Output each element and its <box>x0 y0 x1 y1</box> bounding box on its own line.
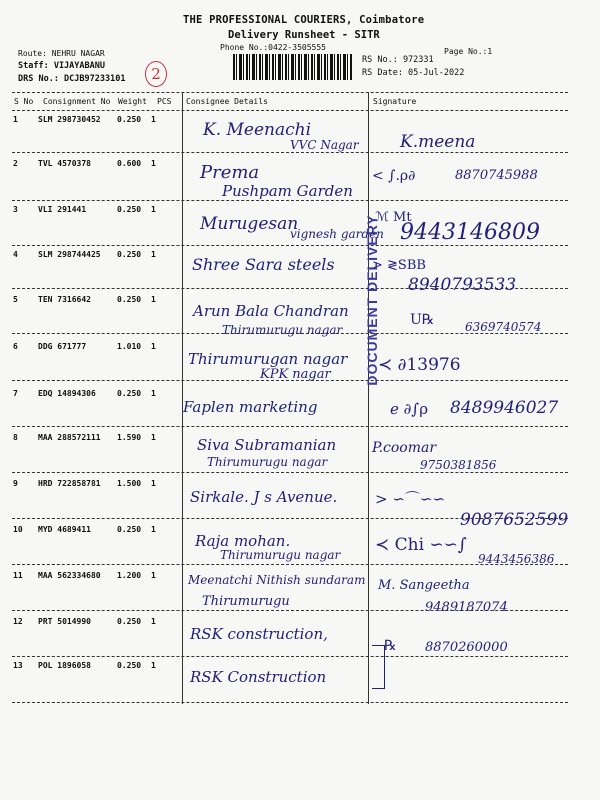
consignee-handwriting: Faplen marketing <box>183 398 318 416</box>
phone-handwriting: 8870745988 <box>455 168 538 183</box>
phone-handwriting: 8940793533 <box>408 275 517 295</box>
consignee-handwriting: Siva Subramanian <box>197 436 337 454</box>
bracket-mark <box>372 645 385 689</box>
phone-handwriting: 9087652599 <box>460 510 569 530</box>
row-pcs: 1 <box>151 159 156 168</box>
row-sno: 4 <box>13 250 18 259</box>
row-sno: 2 <box>13 159 18 168</box>
row-pcs: 1 <box>151 295 156 304</box>
signature-scribble-icon: > ∽⌒∽∽ <box>375 490 446 508</box>
signature-scribble-icon: ℞ <box>384 638 397 654</box>
row-consignment: POL 1896058 <box>38 661 91 670</box>
phone-handwriting: 9489187074 <box>425 600 508 615</box>
signature-handwriting: P.coomar <box>372 440 437 456</box>
consignee-handwriting: Sirkale. J s Avenue. <box>190 488 338 506</box>
consignee-address-handwriting: Pushpam Garden <box>222 182 353 200</box>
row-sno: 12 <box>13 617 23 626</box>
col-pcs: PCS <box>157 97 172 106</box>
row-rule <box>12 656 568 657</box>
consignee-address-handwriting: Thirumurugu <box>202 594 290 609</box>
phone-handwriting: 6369740574 <box>465 320 542 334</box>
row-rule <box>12 245 568 246</box>
consignee-handwriting: Shree Sara steels <box>192 255 335 274</box>
phone-handwriting: 8870260000 <box>425 640 508 655</box>
consignee-address-handwriting: Thirumurugu nagar <box>220 548 341 562</box>
row-consignment: PRT 5014990 <box>38 617 91 626</box>
col-sno: S No <box>14 97 34 106</box>
document-title: Delivery Runsheet - SITR <box>228 29 380 41</box>
consignee-handwriting: Meenatchi Nithish sundaram <box>188 573 366 587</box>
consignee-handwriting: Thirumurugan nagar <box>188 350 348 368</box>
row-pcs: 1 <box>151 525 156 534</box>
row-rule <box>12 472 568 473</box>
row-sno: 1 <box>13 115 18 124</box>
consignee-handwriting: Prema <box>200 162 260 183</box>
staff: Staff: VIJAYABANU <box>18 61 105 71</box>
row-pcs: 1 <box>151 250 156 259</box>
row-consignment: TEN 7316642 <box>38 295 91 304</box>
row-sno: 11 <box>13 571 23 580</box>
header-rule <box>12 110 568 111</box>
row-pcs: 1 <box>151 479 156 488</box>
consignee-handwriting: K. Meenachi <box>203 120 312 140</box>
rs-number: RS No.: 972331 <box>362 55 434 65</box>
row-rule <box>12 200 568 201</box>
row-weight: 1.590 <box>117 433 142 442</box>
phone-number: Phone No.:0422-3505555 <box>220 43 326 52</box>
row-pcs: 1 <box>151 617 156 626</box>
row-rule <box>12 152 568 153</box>
col-signature: Signature <box>373 97 417 106</box>
col-consignment: Consignment No <box>43 97 111 106</box>
row-pcs: 1 <box>151 433 156 442</box>
row-sno: 5 <box>13 295 18 304</box>
row-weight: 0.250 <box>117 389 142 398</box>
row-consignment: HRD 722858781 <box>38 479 101 488</box>
row-consignment: MAA 288572111 <box>38 433 101 442</box>
page-number: Page No.:1 <box>444 47 493 56</box>
barcode <box>233 54 353 80</box>
row-weight: 0.250 <box>117 205 142 214</box>
row-consignment: SLM 298744425 <box>38 250 101 259</box>
drs-number: DRS No.: DCJB97233101 <box>18 74 126 84</box>
table-top-rule <box>12 92 568 93</box>
row-sno: 8 <box>13 433 18 442</box>
col-consignee: Consignee Details <box>186 97 268 106</box>
col-weight: Weight <box>118 97 147 106</box>
phone-handwriting: 8489946027 <box>450 398 559 418</box>
row-weight: 0.250 <box>117 617 142 626</box>
signature-scribble-icon: ℯ ∂∫ρ <box>390 400 429 418</box>
consignee-address-handwriting: KPK nagar <box>260 367 331 382</box>
phone-handwriting: 9750381856 <box>420 458 497 472</box>
row-consignment: DDG 671777 <box>38 342 87 351</box>
row-consignment: MYD 4689411 <box>38 525 91 534</box>
row-sno: 13 <box>13 661 23 670</box>
signature-scribble-icon: U℞ <box>410 312 435 328</box>
row-sno: 7 <box>13 389 18 398</box>
signature-handwriting: K.meena <box>400 132 476 152</box>
row-consignment: MAA 562334680 <box>38 571 101 580</box>
row-weight: 0.250 <box>117 661 142 670</box>
company-name: THE PROFESSIONAL COURIERS, Coimbatore <box>183 14 425 26</box>
consignee-address-handwriting: VVC Nagar <box>290 138 359 152</box>
row-pcs: 1 <box>151 571 156 580</box>
consignee-address-handwriting: Thirumurugu nagar <box>222 323 343 337</box>
row-weight: 1.500 <box>117 479 142 488</box>
consignee-address-handwriting: vignesh garden <box>290 227 384 241</box>
row-consignment: TVL 4570378 <box>38 159 91 168</box>
signature-scribble-icon: ≺ ∂13976 <box>378 355 461 375</box>
consignee-handwriting: Arun Bala Chandran <box>193 302 349 320</box>
row-rule <box>12 426 568 427</box>
consignee-handwriting: Murugesan <box>200 214 299 234</box>
stamp-text: DOCUMENT DELIVERY <box>364 214 380 386</box>
row-consignment: EDQ 14894306 <box>38 389 96 398</box>
row-consignment: VLI 291441 <box>38 205 87 214</box>
row-sno: 6 <box>13 342 18 351</box>
rs-date: RS Date: 05-Jul-2022 <box>362 68 465 78</box>
row-sno: 3 <box>13 205 18 214</box>
row-weight: 1.010 <box>117 342 142 351</box>
row-sno: 10 <box>13 525 23 534</box>
row-pcs: 1 <box>151 205 156 214</box>
table-bottom-rule <box>12 702 568 703</box>
row-sno: 9 <box>13 479 18 488</box>
row-weight: 0.250 <box>117 250 142 259</box>
consignee-address-handwriting: Thirumurugu nagar <box>207 455 328 469</box>
row-weight: 0.250 <box>117 115 142 124</box>
row-weight: 0.250 <box>117 295 142 304</box>
row-pcs: 1 <box>151 115 156 124</box>
consignee-handwriting: RSK construction, <box>190 625 328 643</box>
row-pcs: 1 <box>151 342 156 351</box>
circled-number: 2 <box>145 61 167 87</box>
signature-scribble-icon: > ≷SBB <box>372 258 426 273</box>
route: Route: NEHRU NAGAR <box>18 49 105 58</box>
signature-scribble-icon: < ∫.ρ∂ <box>372 168 416 184</box>
signature-scribble-icon: ≺ Chi ∽∽∫ <box>375 535 467 555</box>
phone-handwriting: 9443146809 <box>400 220 540 245</box>
signature-handwriting: M. Sangeetha <box>378 578 470 593</box>
signature-scribble-icon: ℳ Mt <box>375 210 412 225</box>
row-weight: 1.200 <box>117 571 142 580</box>
row-weight: 0.250 <box>117 525 142 534</box>
row-pcs: 1 <box>151 661 156 670</box>
consignee-handwriting: RSK Construction <box>190 668 327 686</box>
consignee-handwriting: Raja mohan. <box>195 532 291 550</box>
row-consignment: SLM 298730452 <box>38 115 101 124</box>
row-pcs: 1 <box>151 389 156 398</box>
phone-handwriting: 9443456386 <box>478 552 555 566</box>
row-weight: 0.600 <box>117 159 142 168</box>
